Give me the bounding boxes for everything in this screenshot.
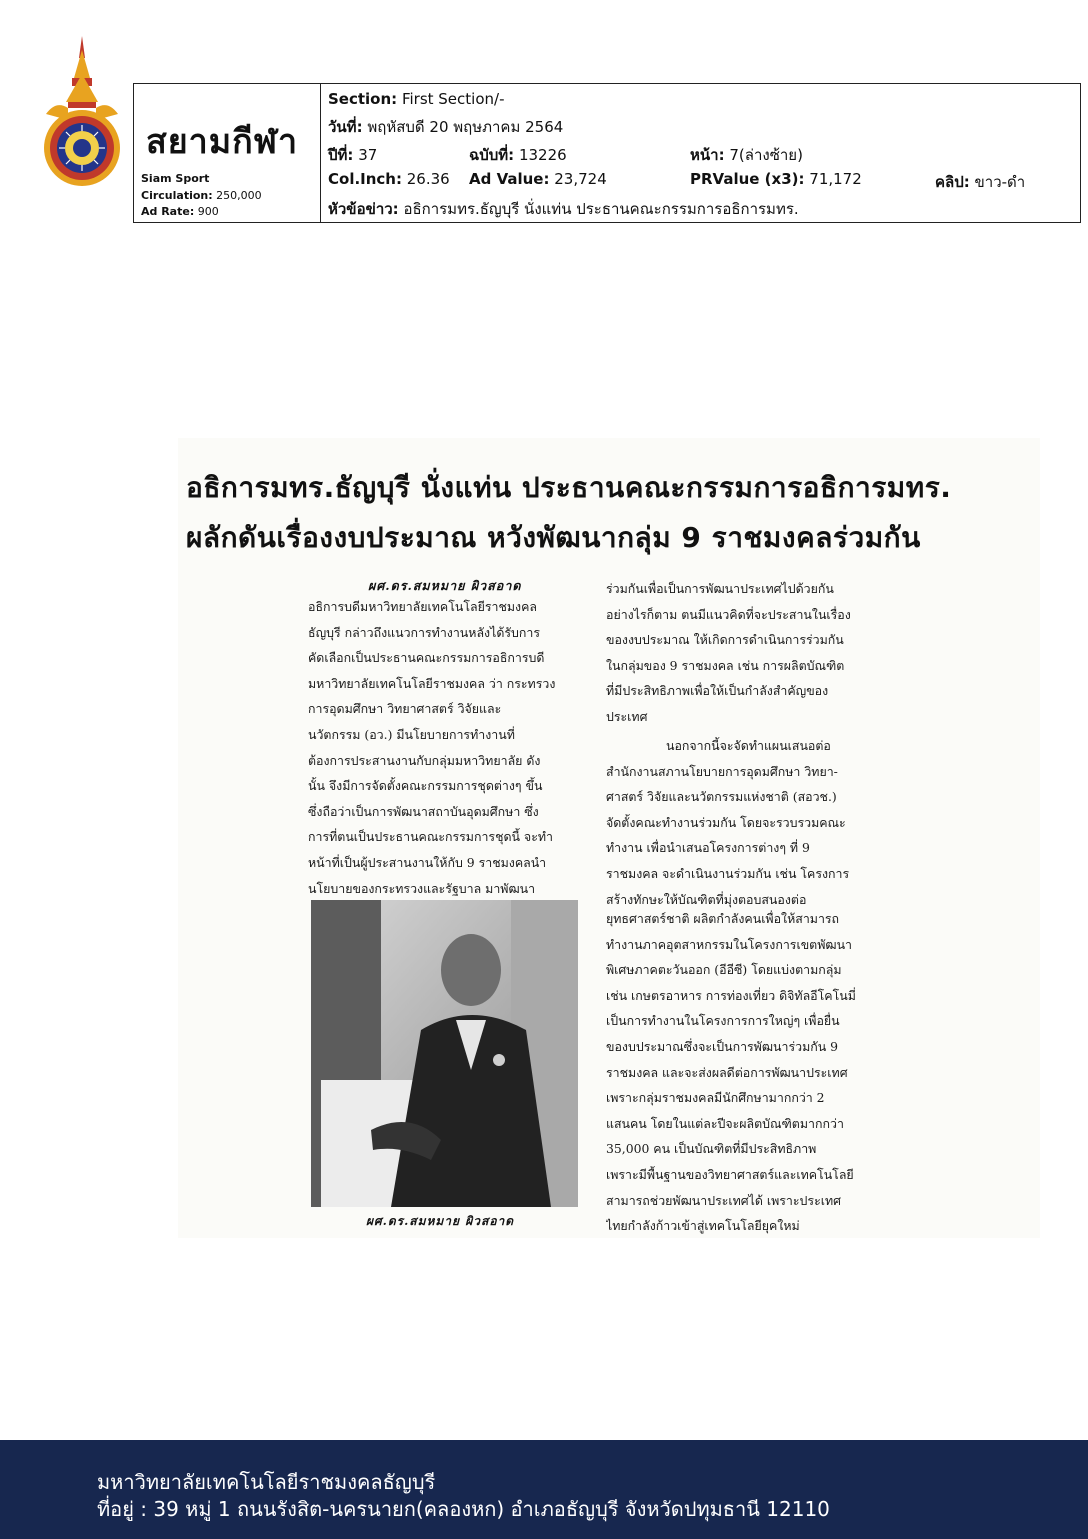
article-line: ร่วมกันเพื่อเป็นการพัฒนาประเทศไปด้วยกัน [606,581,834,596]
article-line: มหาวิทยาลัยเทคโนโลยีราชมงคล ว่า กระทรวง [308,675,556,691]
page-label: หน้า: [690,146,725,164]
article-line: การที่ตนเป็นประธานคณะกรรมการชุดนี้ จะทำ [308,829,553,845]
footer-address: ที่อยู่ : 39 หมู่ 1 ถนนรังสิต-นครนายก(คลองหก) อำเภอธัญบุรี จังหวัดปทุมธานี 12110 [97,1497,830,1521]
article-line: ราชมงคล จะดำเนินงานร่วมกัน เช่น โครงการ [606,865,850,881]
article-line: หน้าที่เป็นผู้ประสานงานให้กับ 9 ราชมงคลนำ [308,854,547,870]
photo-caption: ผศ.ดร.สมหมาย ผิวสอาด [366,1214,515,1228]
article-line: ของบประมาณซึ่งจะเป็นการพัฒนาร่วมกัน 9 [606,1038,839,1054]
article-line: 35,000 คน เป็นบัณฑิตที่มีประสิทธิภาพ [606,1141,817,1157]
article-line: ทำงาน เพื่อนำเสนอโครงการต่างๆ ที่ 9 [606,840,810,856]
article-line: เพราะกลุ่มราชมงคลมีนักศึกษามากกว่า 2 [606,1090,825,1106]
clipping-info-table [133,83,1081,223]
ad-rate-value: 900 [197,205,219,218]
year-cell [328,143,377,167]
article-line: ราชมงคล และจะส่งผลดีต่อการพัฒนาประเทศ [606,1064,848,1080]
article-line: ยุทธศาสตร์ชาติ ผลิตกำลังคนเพื่อให้สามารถ [606,911,840,926]
emblem-icon [38,36,126,186]
section-value: First Section/- [401,90,505,108]
prvalue-cell [690,170,862,188]
article-line: นั้น จึงมีการจัดตั้งคณะกรรมการชุดต่างๆ ขึ้น [308,778,543,794]
colinch-value: 26.36 [406,170,450,188]
ad-rate-label: Ad Rate: [141,205,195,218]
clip-type-value: ขาว-ดำ [974,173,1026,191]
article-byline: ผศ.ดร.สมหมาย ผิวสอาด [368,578,522,593]
publication-name: สยามกีฬา [146,122,299,162]
article-headline-1: อธิการมทร.ธัญบุรี นั่งแท่น ประธานคณะกรรมการอธิการมทร. [186,471,952,504]
article-line: เพราะมีพื้นฐานของวิทยาศาสตร์และเทคโนโลยี [606,1166,854,1182]
article-line: นอกจากนี้จะจัดทำแผนเสนอต่อ [666,738,831,753]
clip-type-cell [935,170,1025,194]
article-line: สร้างทักษะให้บัณฑิตที่มุ่งตอบสนองต่อ [606,891,807,907]
footer-university-name: มหาวิทยาลัยเทคโนโลยีราชมงคลธัญบุรี [97,1470,436,1494]
circulation-value: 250,000 [216,189,262,202]
article-column-2-part-2 [606,733,872,912]
article-line: ศาสตร์ วิจัยและนวัตกรรมแห่งชาติ (สอวช.) [606,789,837,805]
clip-type-label: คลิป: [935,173,970,191]
advalue-value: 23,724 [554,170,607,188]
year-label: ปีที่: [328,146,354,164]
portrait-photo-icon [311,900,578,1207]
circulation [141,189,262,202]
article-line: สามารถช่วยพัฒนาประเทศได้ เพราะประเทศ [606,1192,841,1208]
article-column-1 [308,594,578,901]
advalue-cell [469,170,607,188]
article-line: นโยบายของกระทรวงและรัฐบาล มาพัฒนา [308,880,536,896]
article-line: ที่มีประสิทธิภาพเพื่อให้เป็นกำลังสำคัญของ [606,683,829,699]
headline-row [328,197,799,221]
article-line: พิเศษภาคตะวันออก (อีอีซี) โดยแบ่งตามกลุ่ม [606,962,842,978]
article-column-2-part-3 [606,906,872,1239]
issue-label: ฉบับที่: [469,146,515,164]
page-cell [690,143,803,167]
newspaper-clipping [178,438,1040,1238]
date-row [328,115,563,139]
article-line: เช่น เกษตรอาหาร การท่องเที่ยว ดิจิทัลอีโคโนมี่ [606,987,856,1003]
prvalue-label: PRValue (x3): [690,170,805,188]
section-label: Section: [328,90,398,108]
article-line: ไทยกำลังก้าวเข้าสู่เทคโนโลยียุคใหม่ [606,1218,800,1234]
article-line: เป็นการทำงานในโครงการการใหญ่ๆ เพื่อยื่น [606,1013,840,1029]
article-line: อย่างไรก็ตาม ตนมีแนวคิดที่จะประสานในเรื่อง [606,606,851,622]
publication-panel [134,84,321,222]
article-line: ประเทศ [606,708,648,724]
publication-english-name: Siam Sport [141,172,210,185]
footer-bar [0,1440,1088,1539]
article-line: ในกลุ่มของ 9 ราชมงคล เช่น การผลิตบัณฑิต [606,657,845,673]
article-line: คัดเลือกเป็นประธานคณะกรรมการอธิการบดี [308,650,545,666]
article-line: ธัญบุรี กล่าวถึงแนวการทำงานหลังได้รับการ [308,624,540,640]
clipping-details-panel [321,84,1080,222]
article-line: จัดตั้งคณะทำงานร่วมกัน โดยจะรวบรวมคณะ [606,814,846,830]
page-value: 7(ล่างซ้าย) [729,146,803,164]
article-line: นวัตกรรม (อว.) มีนโยบายการทำงานที่ [308,726,515,742]
university-emblem-logo [38,36,126,186]
article-headline-2: ผลักดันเรื่องงบประมาณ หวังพัฒนากลุ่ม 9 ราชมงคลร่วมกัน [186,521,921,554]
article-line: ของงบประมาณ ให้เกิดการดำเนินการร่วมกัน [606,632,844,648]
circulation-label: Circulation: [141,189,213,202]
issue-value: 13226 [518,146,567,164]
issue-cell [469,143,567,167]
article-line: สำนักงานสภานโยบายการอุดมศึกษา วิทยา- [606,763,838,779]
section-row [328,90,505,108]
headline-label: หัวข้อข่าว: [328,200,399,218]
article-line: ต้องการประสานงานกับกลุ่มมหาวิทยาลัย ดัง [308,752,541,768]
prvalue-value: 71,172 [809,170,862,188]
date-label: วันที่: [328,118,363,136]
article-photo [311,900,578,1207]
article-line: แสนคน โดยในแต่ละปีจะผลิตบัณฑิตมากกว่า [606,1115,844,1131]
article-line: ซึ่งถือว่าเป็นการพัฒนาสถาบันอุดมศึกษา ซึ่ง [308,803,539,819]
colinch-cell [328,170,450,188]
article-line: อธิการบดีมหาวิทยาลัยเทคโนโลยีราชมงคล [308,599,537,614]
date-value: พฤหัสบดี 20 พฤษภาคม 2564 [367,118,564,136]
article-column-2-part-1 [606,576,872,730]
article-line: ทำงานภาคอุตสาหกรรมในโครงการเขตพัฒนา [606,936,852,952]
year-value: 37 [358,146,378,164]
article-line: การอุดมศึกษา วิทยาศาสตร์ วิจัยและ [308,701,502,717]
headline-value: อธิการมทร.ธัญบุรี นั่งแท่น ประธานคณะกรรมการอธิการมทร. [403,200,799,218]
ad-rate [141,205,219,218]
colinch-label: Col.Inch: [328,170,402,188]
advalue-label: Ad Value: [469,170,550,188]
